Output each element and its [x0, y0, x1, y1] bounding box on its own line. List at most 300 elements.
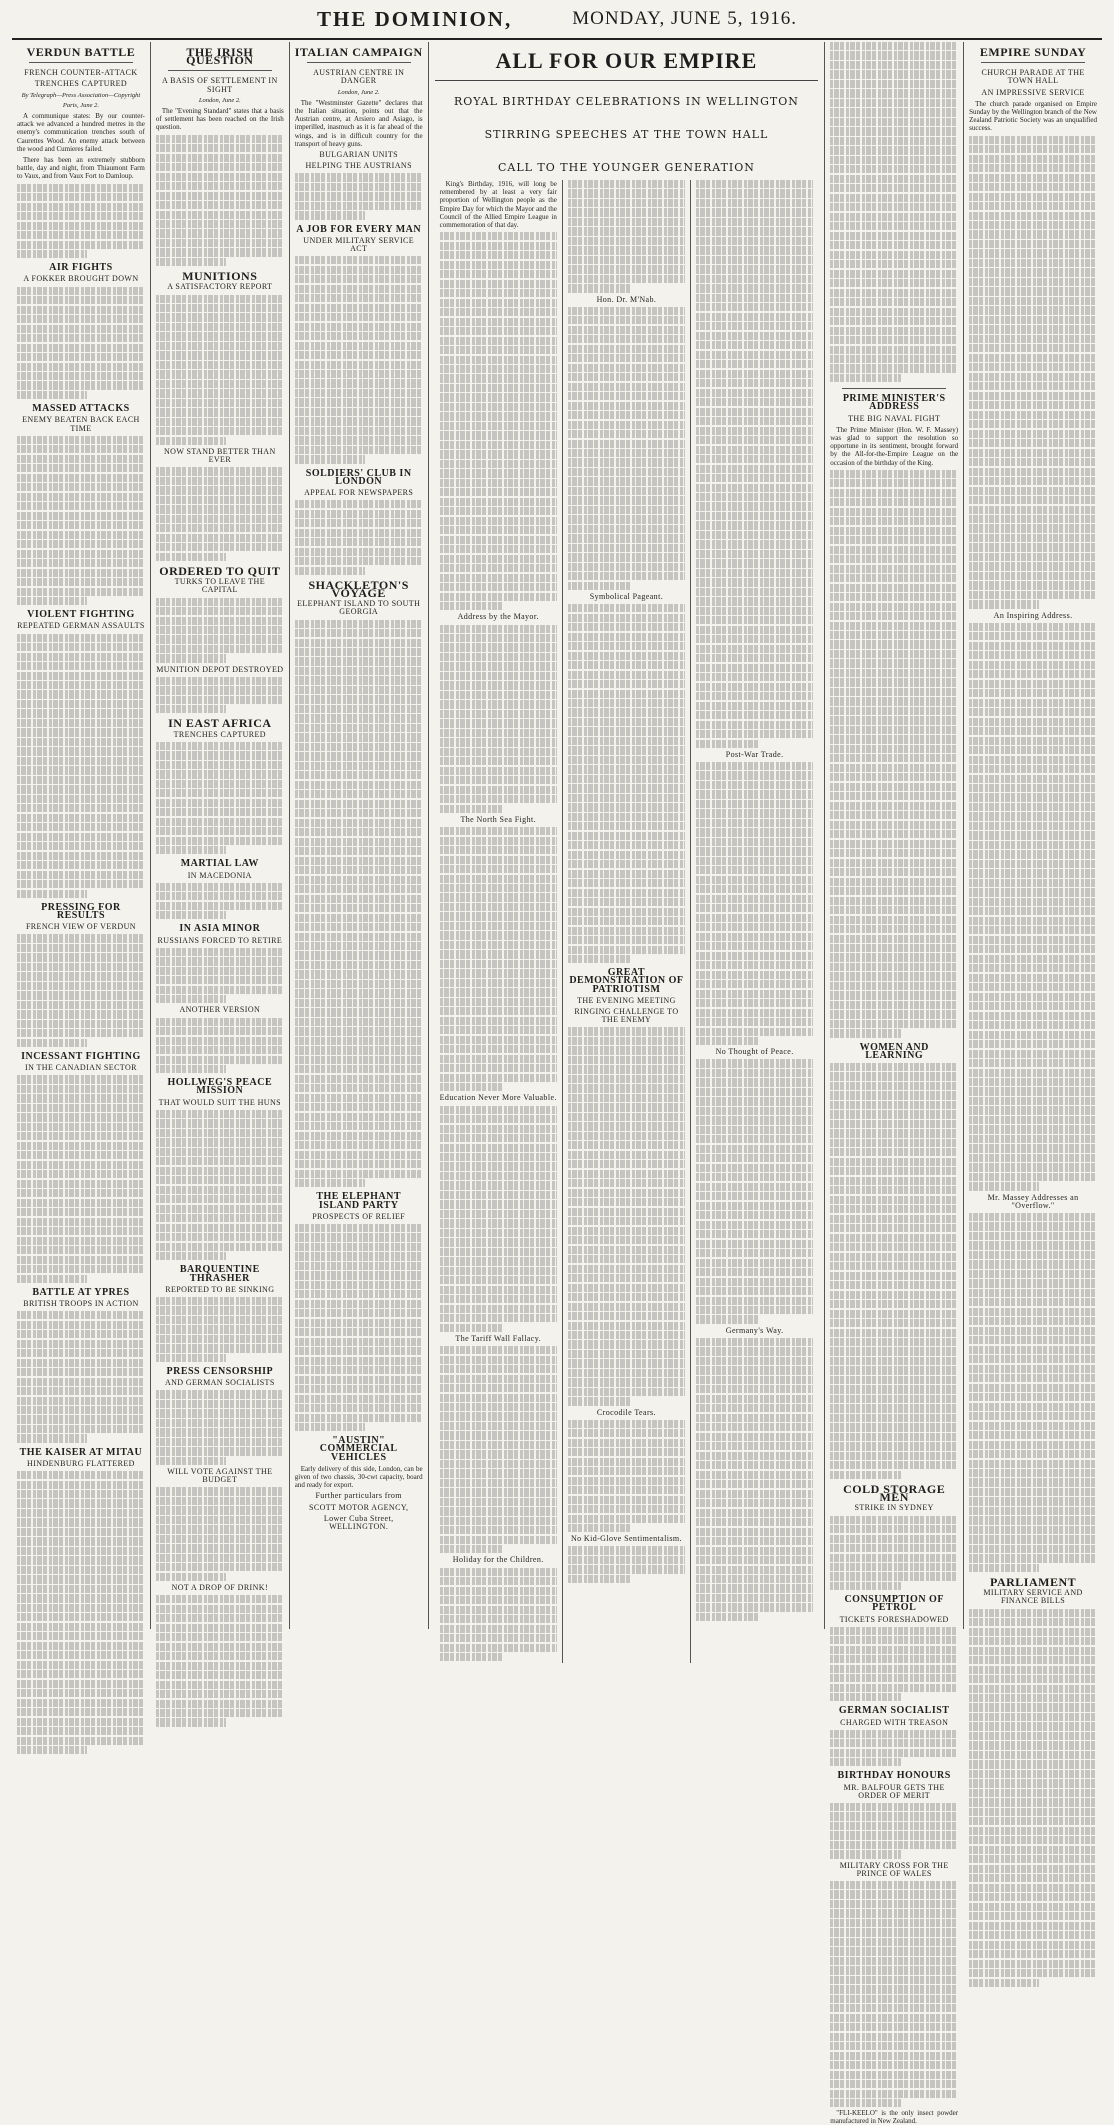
text-line: [440, 1450, 557, 1458]
text-line: [969, 1647, 1097, 1655]
text-line: [568, 392, 685, 400]
subhead: A BASIS OF SETTLEMENT IN SIGHT: [161, 76, 278, 94]
text-line: [969, 1040, 1097, 1048]
text-line: [830, 2033, 958, 2041]
text-line: [696, 474, 813, 482]
text-line: [969, 316, 1097, 324]
text-line: [830, 1319, 958, 1327]
text-line: [295, 629, 423, 637]
text-line: [156, 1428, 284, 1436]
text-line: [696, 370, 813, 378]
text-line: [568, 604, 685, 612]
text-line: [696, 1509, 813, 1517]
text-line: [295, 408, 423, 416]
text-line: [568, 506, 685, 514]
text-line: [696, 1566, 813, 1574]
text-line: [17, 250, 87, 258]
subhead: ENEMY BEATEN BACK EACH TIME: [22, 415, 140, 433]
text-line: [568, 1331, 685, 1339]
text-line: [830, 754, 958, 762]
text-line: [156, 553, 226, 561]
text-line: [696, 521, 813, 529]
text-line: [696, 531, 813, 539]
text-line: [969, 623, 1097, 631]
text-line: [568, 345, 685, 353]
text-line: [440, 1596, 557, 1604]
text-line: [156, 1344, 284, 1352]
text-line: [830, 1158, 958, 1166]
text-line: [696, 847, 813, 855]
text-line: [696, 1192, 813, 1200]
text-line: [830, 1928, 958, 1936]
text-line: [440, 969, 557, 977]
text-line: [696, 218, 813, 226]
body-text-block: [156, 1487, 284, 1581]
text-line: [696, 1338, 813, 1346]
text-line: [440, 1460, 557, 1468]
text-line: [156, 617, 284, 625]
body-text-block: [17, 934, 145, 1047]
text-line: [440, 555, 557, 563]
text-line: [17, 1509, 145, 1517]
text-line: [969, 1628, 1097, 1636]
text-line: [295, 724, 423, 732]
text-line: [295, 790, 423, 798]
body-text-block: [568, 1027, 685, 1405]
text-line: [440, 988, 557, 996]
text-line: [568, 458, 685, 466]
text-line: [969, 1554, 1097, 1562]
text-line: [156, 1119, 284, 1127]
advertisement-text: Early delivery of this side, London, can be given of two chassis, 30-cwt capacity, board and ready for export.: [294, 1464, 423, 1490]
text-line: [830, 1909, 958, 1917]
text-line: [440, 356, 557, 364]
text-line: [295, 733, 423, 741]
text-line: [969, 1694, 1097, 1702]
text-line: [17, 1727, 145, 1735]
text-line: [696, 1249, 813, 1257]
text-line: [830, 1758, 900, 1766]
text-line: [295, 342, 423, 350]
text-line: [440, 1517, 557, 1525]
text-line: [830, 517, 958, 525]
text-line: [17, 963, 145, 971]
text-line: [696, 275, 813, 283]
text-line: [295, 567, 365, 575]
text-line: [568, 614, 685, 622]
text-line: [440, 1536, 557, 1544]
text-line: [568, 1515, 685, 1523]
text-line: [440, 261, 557, 269]
text-line: [969, 775, 1097, 783]
text-line: [568, 1246, 685, 1254]
text-line: [440, 412, 557, 420]
text-line: [568, 775, 685, 783]
text-line: [17, 1311, 145, 1319]
text-line: [440, 337, 557, 345]
text-line: [156, 1325, 284, 1333]
text-line: [295, 1271, 423, 1279]
text-line: [830, 697, 958, 705]
text-line: [830, 1329, 958, 1337]
text-line: [830, 508, 958, 516]
text-line: [568, 373, 685, 381]
text-line: [440, 1144, 557, 1152]
text-line: [568, 841, 685, 849]
text-line: [568, 1322, 685, 1330]
text-line: [830, 1091, 958, 1099]
text-line: [568, 237, 685, 245]
text-line: [440, 757, 557, 765]
text-line: [969, 468, 1097, 476]
text-line: [156, 380, 284, 388]
text-line: [969, 1488, 1097, 1496]
subhead: CALL TO THE YOUNGER GENERATION: [497, 161, 755, 174]
text-line: [156, 1438, 284, 1446]
text-line: [568, 1284, 685, 1292]
text-line: [440, 318, 557, 326]
text-line: [440, 242, 557, 250]
text-line: [295, 323, 423, 331]
text-line: [440, 1577, 557, 1585]
text-line: [969, 136, 1097, 144]
text-line: [440, 507, 557, 515]
text-line: [568, 671, 685, 679]
text-line: [440, 662, 557, 670]
text-line: [156, 780, 284, 788]
text-line: [969, 373, 1097, 381]
text-line: [295, 676, 423, 684]
body-text-block: [156, 883, 284, 920]
text-line: [969, 1412, 1097, 1420]
text-line: [295, 923, 423, 931]
text-line: [295, 1414, 423, 1422]
headline: PRIME MINISTER'S ADDRESS: [842, 393, 946, 413]
text-line: [830, 792, 958, 800]
text-line: [440, 1229, 557, 1237]
text-line: [17, 222, 145, 230]
text-line: [156, 1186, 284, 1194]
text-line: [696, 683, 813, 691]
text-line: [969, 439, 1097, 447]
text-line: [696, 1028, 813, 1036]
subhead: IN MACEDONIA: [187, 870, 252, 880]
subhead: A SATISFACTORY REPORT: [167, 282, 273, 292]
text-line: [156, 313, 284, 321]
text-line: [568, 889, 685, 897]
subhead: A FOKKER BROUGHT DOWN: [23, 274, 139, 284]
text-line: [295, 370, 423, 378]
text-line: [156, 1037, 284, 1045]
text-line: [568, 652, 685, 660]
subhead: MILITARY CROSS FOR THE PRINCE OF WALES: [839, 1860, 949, 1878]
text-line: [830, 650, 958, 658]
text-line: [830, 61, 958, 69]
text-line: [17, 1227, 145, 1235]
text-line: [440, 1007, 557, 1015]
subhead: RINGING CHALLENGE TO THE ENEMY: [574, 1007, 679, 1025]
text-line: [17, 203, 145, 211]
text-line: [156, 1157, 284, 1165]
text-line: [568, 1293, 685, 1301]
text-line: [830, 1881, 958, 1889]
text-line: [568, 832, 685, 840]
text-line: [440, 795, 557, 803]
text-line: [295, 686, 423, 694]
headline: PARLIAMENT: [990, 1575, 1077, 1590]
text-line: [696, 1452, 813, 1460]
text-line: [295, 942, 423, 950]
text-line: [156, 323, 284, 331]
text-line: [696, 721, 813, 729]
text-line: [969, 458, 1097, 466]
text-line: [156, 1056, 284, 1064]
text-line: [17, 1123, 145, 1131]
text-line: [830, 1646, 958, 1654]
text-line: [17, 1349, 145, 1357]
text-line: [156, 818, 284, 826]
text-line: [969, 945, 1097, 953]
text-line: [830, 1627, 958, 1635]
text-line: [440, 1295, 557, 1303]
text-line: [830, 1224, 958, 1232]
text-line: [969, 1031, 1097, 1039]
text-line: [969, 1893, 1097, 1901]
text-line: [830, 887, 958, 895]
text-line: [295, 1290, 423, 1298]
text-line: [568, 898, 685, 906]
text-line: [440, 1488, 557, 1496]
text-line: [440, 884, 557, 892]
body-text-block: [295, 1224, 423, 1431]
text-line: [17, 1104, 145, 1112]
text-line: [156, 1554, 284, 1562]
body-text-block: [156, 1595, 284, 1726]
text-line: [17, 1406, 145, 1414]
text-line: [440, 1106, 557, 1114]
text-line: [568, 582, 632, 590]
text-line: [156, 705, 226, 713]
text-line: [969, 737, 1097, 745]
text-line: [440, 536, 557, 544]
text-line: [156, 1633, 284, 1641]
headline: MARTIAL LAW: [180, 858, 259, 870]
text-line: [969, 1478, 1097, 1486]
text-line: [440, 308, 557, 316]
text-line: [440, 1498, 557, 1506]
text-line: [568, 572, 685, 580]
text-line: [696, 1211, 813, 1219]
column-centre-left: [435, 180, 563, 1663]
section-head: The North Sea Fight.: [460, 814, 536, 824]
text-line: [830, 2090, 958, 2098]
text-line: [568, 936, 685, 944]
column-irish-question: [151, 42, 290, 1629]
text-line: [696, 1097, 813, 1105]
text-line: [156, 645, 284, 653]
text-line: [295, 1122, 423, 1130]
text-line: [696, 1287, 813, 1295]
text-line: [696, 692, 813, 700]
text-line: [969, 1789, 1097, 1797]
text-line: [568, 1132, 685, 1140]
text-line: [696, 1442, 813, 1450]
text-line: [295, 294, 423, 302]
text-line: [295, 436, 423, 444]
body-text-block: [696, 762, 813, 1045]
text-line: [830, 327, 958, 335]
text-line: [696, 1221, 813, 1229]
text-line: [969, 1817, 1097, 1825]
text-line: [696, 1268, 813, 1276]
text-line: [440, 681, 557, 689]
body-text-block: [156, 467, 284, 561]
text-line: [156, 361, 284, 369]
text-line: [440, 393, 557, 401]
text-line: [969, 287, 1097, 295]
text-line: [440, 1036, 557, 1044]
text-line: [830, 479, 958, 487]
text-line: [17, 1237, 145, 1245]
text-line: [830, 546, 958, 554]
text-line: [156, 742, 284, 750]
subhead: ROYAL BIRTHDAY CELEBRATIONS IN WELLINGTON: [453, 95, 799, 108]
subhead: NOT A DROP OF DRINK!: [171, 1582, 269, 1592]
text-line: [830, 1196, 958, 1204]
text-line: [696, 1306, 813, 1314]
text-line: [830, 1730, 958, 1738]
text-line: [830, 2052, 958, 2060]
text-line: [17, 306, 145, 314]
text-line: [440, 691, 557, 699]
text-line: [568, 354, 685, 362]
body-text-block: [156, 948, 284, 1004]
article-paragraph: There has been an extremely stubborn battle, day and night, from Thiaumont Farm to Vaux, and from Vaux Fort to Damloup.: [17, 156, 145, 181]
text-line: [440, 1375, 557, 1383]
text-line: [17, 1378, 145, 1386]
text-line: [156, 534, 284, 542]
text-line: [969, 145, 1097, 153]
text-line: [295, 1103, 423, 1111]
text-line: [295, 1281, 423, 1289]
text-line: [156, 1233, 284, 1241]
text-line: [17, 1218, 145, 1226]
text-line: [696, 332, 813, 340]
section-head: No Thought of Peace.: [715, 1047, 794, 1057]
text-line: [568, 227, 685, 235]
text-line: [17, 747, 145, 755]
text-line: [696, 1547, 813, 1555]
subhead: AUSTRIAN CENTRE IN DANGER: [313, 68, 405, 86]
text-line: [295, 639, 423, 647]
text-line: [568, 813, 685, 821]
text-line: [696, 904, 813, 912]
text-line: [295, 914, 423, 922]
headline: HOLLWEG'S PEACE MISSION: [167, 1077, 273, 1097]
subhead: APPEAL FOR NEWSPAPERS: [304, 487, 414, 497]
text-line: [830, 1995, 958, 2003]
subhead: TURKS TO LEAVE THE CAPITAL: [174, 577, 266, 595]
text-line: [568, 1094, 685, 1102]
text-line: [568, 1122, 685, 1130]
text-line: [17, 1434, 87, 1442]
text-line: [156, 1681, 284, 1689]
text-line: [17, 391, 87, 399]
text-line: [440, 232, 557, 240]
text-line: [830, 1101, 958, 1109]
text-line: [17, 1075, 145, 1083]
text-line: [17, 1170, 145, 1178]
text-line: [156, 1487, 284, 1495]
text-line: [17, 464, 145, 472]
text-line: [969, 898, 1097, 906]
text-line: [969, 1289, 1097, 1297]
text-line: [568, 335, 685, 343]
text-line: [568, 275, 685, 283]
text-line: [969, 993, 1097, 1001]
text-line: [156, 1535, 284, 1543]
text-line: [969, 1308, 1097, 1316]
text-line: [440, 1267, 557, 1275]
text-line: [568, 1496, 685, 1504]
headline: PRESS CENSORSHIP: [166, 1366, 274, 1378]
text-line: [17, 1275, 87, 1283]
text-line: [696, 1164, 813, 1172]
text-line: [696, 1145, 813, 1153]
text-line: [440, 931, 557, 939]
text-line: [440, 1479, 557, 1487]
text-line: [568, 718, 685, 726]
body-text-block: [696, 1059, 813, 1323]
text-line: [17, 381, 145, 389]
headline: INCESSANT FIGHTING: [21, 1050, 141, 1062]
text-line: [156, 1110, 284, 1118]
text-line: [295, 275, 423, 283]
text-line: [295, 828, 423, 836]
text-line: [568, 1350, 685, 1358]
text-line: [440, 1324, 504, 1332]
centre-spread: [429, 42, 826, 1629]
body-text-block: [17, 184, 145, 259]
body-text-block: [17, 436, 145, 605]
text-line: [156, 1595, 284, 1603]
text-line: [295, 904, 423, 912]
text-line: [568, 515, 685, 523]
text-line: [295, 256, 423, 264]
text-line: [830, 1272, 958, 1280]
text-line: [969, 1069, 1097, 1077]
text-line: [295, 1233, 423, 1241]
text-line: [17, 1651, 145, 1659]
text-line: [440, 583, 557, 591]
text-line: [830, 972, 958, 980]
text-line: [696, 1088, 813, 1096]
text-line: [969, 1213, 1097, 1221]
text-line: [295, 667, 423, 675]
subhead: TRENCHES CAPTURED: [173, 729, 266, 739]
text-line: [969, 670, 1097, 678]
text-line: [969, 382, 1097, 390]
text-line: [830, 1985, 958, 1993]
text-line: [568, 917, 685, 925]
text-line: [969, 1656, 1097, 1664]
headline: GREAT DEMONSTRATION OF PATRIOTISM: [569, 967, 684, 995]
text-line: [969, 297, 1097, 305]
text-line: [156, 182, 284, 190]
text-line: [830, 2042, 958, 2050]
text-line: [156, 370, 284, 378]
text-line: [696, 616, 813, 624]
